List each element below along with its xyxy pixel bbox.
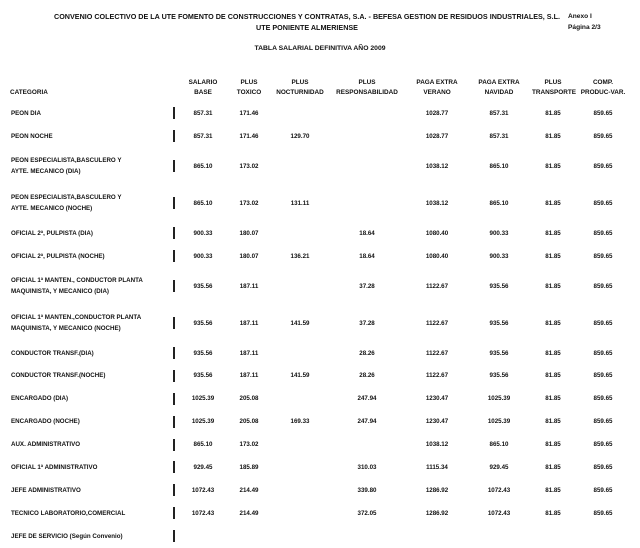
salary-table: [8, 78, 630, 548]
row-separator: [168, 456, 180, 479]
plus-transporte-cell: [530, 525, 576, 548]
header-line-2: VERANO: [423, 89, 451, 96]
category-line-1: CONDUCTOR TRANSF.(NOCHE): [11, 372, 106, 380]
comp-produc-var-cell: 859.65: [593, 282, 613, 290]
title-line-2: UTE PONIENTE ALMERIENSE: [256, 23, 358, 32]
paga-extra-navidad-cell: 1072.43: [487, 486, 511, 494]
plus-toxico-cell: 187.11: [239, 319, 259, 327]
comp-produc-var-cell: 859.65: [593, 395, 613, 403]
paga-extra-verano-cell: 1028.77: [425, 109, 449, 117]
plus-responsabilidad-cell: 247.94: [357, 395, 377, 403]
paga-extra-verano-cell: 1028.77: [425, 132, 449, 140]
table-row: [8, 387, 630, 410]
plus-toxico-cell: 205.08: [239, 418, 259, 426]
category-line-1: JEFE DE SERVICIO (Según Convenio): [11, 532, 123, 540]
row-separator: [168, 433, 180, 456]
col-salario-base-header: [180, 78, 226, 102]
row-separator: [168, 125, 180, 148]
separator-mark: [173, 347, 174, 359]
table-row: [8, 342, 630, 365]
plus-transporte-cell: 81.85: [545, 282, 561, 290]
salario-base-cell: 1025.39: [191, 395, 215, 403]
plus-responsabilidad-cell: 37.28: [359, 282, 375, 290]
col-plus-transporte-header: [530, 78, 576, 102]
category-cell: [8, 479, 168, 502]
table-row: [8, 245, 630, 268]
paga-extra-navidad-cell: [468, 525, 530, 548]
plus-responsabilidad-cell: 37.28: [359, 319, 375, 327]
header-line-2: TOXICO: [236, 89, 262, 96]
category-line-1: ENCARGADO (DIA): [11, 395, 69, 403]
plus-responsabilidad-cell: 28.26: [359, 372, 375, 380]
plus-nocturnidad-cell: [272, 102, 328, 125]
col-plus-toxico-header: [226, 78, 272, 102]
category-cell: [8, 245, 168, 268]
paga-extra-verano-cell: 1038.12: [425, 162, 449, 170]
header-line-2: TRANSPORTE: [532, 89, 577, 96]
paga-extra-verano-cell: 1038.12: [425, 199, 449, 207]
plus-nocturnidad-cell: 131.11: [290, 199, 310, 207]
plus-transporte-cell: 81.85: [545, 395, 561, 403]
salario-base-cell: 935.56: [193, 319, 213, 327]
plus-nocturnidad-cell: 129.70: [290, 132, 310, 140]
salario-base-cell: 1072.43: [191, 509, 215, 517]
plus-toxico-cell: 180.07: [239, 252, 259, 260]
plus-nocturnidad-cell: [272, 268, 328, 305]
category-line-1: JEFE ADMINISTRATIVO: [11, 486, 81, 494]
category-cell: [8, 305, 168, 342]
paga-extra-verano-cell: 1115.34: [426, 463, 448, 471]
plus-transporte-cell: 81.85: [545, 372, 561, 380]
category-line-1: AUX. ADMINISTRATIVO: [11, 441, 81, 449]
plus-transporte-cell: 81.85: [545, 132, 561, 140]
plus-nocturnidad-cell: [272, 222, 328, 245]
table-title: TABLA SALARIAL DEFINITIVA AÑO 2009: [254, 45, 386, 52]
col-plus-nocturnidad-header: [272, 78, 328, 102]
header-line-2: RESPONSABILIDAD: [336, 89, 398, 96]
category-line-2: AYTE. MECANICO (NOCHE): [11, 205, 93, 213]
category-line-1: OFICIAL 1ª ADMINISTRATIVO: [11, 463, 98, 471]
paga-extra-verano-cell: 1230.47: [425, 395, 449, 403]
separator-mark: [173, 317, 174, 329]
table-row: [8, 125, 630, 148]
header-line-1: COMP.: [592, 79, 614, 86]
comp-produc-var-cell: 859.65: [593, 509, 613, 517]
plus-toxico-cell: 173.02: [239, 162, 259, 170]
header-line-1: PAGA EXTRA: [416, 79, 458, 86]
row-separator: [168, 410, 180, 433]
table-row: [8, 305, 630, 342]
col-comp-produc-var-header: [576, 78, 630, 102]
category-line-1: OFICIAL 2ª, PULPISTA (DIA): [11, 229, 93, 237]
plus-nocturnidad-cell: [272, 502, 328, 525]
comp-produc-var-cell: 859.65: [593, 229, 613, 237]
plus-transporte-cell: 81.85: [545, 252, 561, 260]
plus-nocturnidad-cell: [272, 387, 328, 410]
salario-base-cell: 929.45: [193, 463, 213, 471]
plus-nocturnidad-cell: 141.59: [290, 319, 310, 327]
paga-extra-navidad-cell: 935.56: [489, 349, 509, 357]
salario-base-cell: 857.31: [193, 109, 213, 117]
separator-mark: [173, 461, 174, 473]
table-row: [8, 185, 630, 222]
row-separator: [168, 102, 180, 125]
separator-mark: [173, 370, 174, 382]
plus-nocturnidad-cell: [272, 148, 328, 185]
category-line-1: TECNICO LABORATORIO,COMERCIAL: [11, 509, 126, 517]
comp-produc-var-cell: 859.65: [593, 372, 613, 380]
category-line-1: PEON NOCHE: [11, 132, 53, 140]
separator-header: [168, 78, 180, 102]
plus-toxico-cell: 171.46: [239, 132, 259, 140]
separator-mark: [173, 107, 174, 119]
plus-responsabilidad-cell: 18.64: [359, 252, 375, 260]
paga-extra-navidad-cell: 929.45: [489, 463, 509, 471]
separator-mark: [173, 250, 174, 262]
plus-toxico-cell: 173.02: [239, 199, 259, 207]
plus-transporte-cell: 81.85: [545, 162, 561, 170]
table-row: [8, 525, 630, 548]
category-line-2: AYTE. MECANICO (DIA): [11, 168, 81, 176]
page-number: Página 2/3: [568, 24, 601, 31]
plus-responsabilidad-cell: 18.64: [359, 229, 375, 237]
row-separator: [168, 268, 180, 305]
plus-nocturnidad-cell: 141.59: [290, 372, 310, 380]
separator-mark: [173, 439, 174, 451]
table-row: [8, 364, 630, 387]
comp-produc-var-cell: 859.65: [593, 199, 613, 207]
salario-base-cell: 1072.43: [191, 486, 215, 494]
plus-toxico-cell: 214.49: [239, 509, 259, 517]
category-line-1: PEON ESPECIALISTA,BASCULERO Y: [11, 157, 122, 165]
plus-transporte-cell: 81.85: [545, 418, 561, 426]
salario-base-cell: 865.10: [193, 162, 213, 170]
paga-extra-verano-cell: 1230.47: [425, 418, 449, 426]
paga-extra-verano-cell: 1080.40: [425, 229, 449, 237]
category-line-2: MAQUINISTA, Y MECANICO (NOCHE): [11, 325, 121, 333]
category-cell: [8, 525, 168, 548]
document-title: [52, 11, 562, 33]
category-cell: [8, 410, 168, 433]
paga-extra-navidad-cell: 865.10: [489, 441, 509, 449]
row-separator: [168, 185, 180, 222]
plus-toxico-cell: 214.49: [239, 486, 259, 494]
paga-extra-navidad-cell: 935.56: [489, 372, 509, 380]
comp-produc-var-cell: 859.65: [593, 109, 613, 117]
salario-base-cell: 1025.39: [191, 418, 215, 426]
paga-extra-verano-cell: 1286.92: [425, 486, 449, 494]
plus-transporte-cell: 81.85: [545, 509, 561, 517]
separator-mark: [173, 160, 174, 172]
row-separator: [168, 222, 180, 245]
separator-mark: [173, 484, 174, 496]
category-cell: [8, 387, 168, 410]
salario-base-cell: 865.10: [193, 441, 213, 449]
paga-extra-navidad-cell: 865.10: [489, 162, 509, 170]
category-cell: [8, 125, 168, 148]
category-line-1: OFICIAL 1ª MANTEN.,CONDUCTOR PLANTA: [11, 314, 142, 322]
header-line-1: PLUS: [240, 79, 258, 86]
header-line-2: NOCTURNIDAD: [276, 89, 324, 96]
category-line-1: OFICIAL 2ª, PULPISTA (NOCHE): [11, 252, 105, 260]
col-plus-responsabilidad-header: [328, 78, 406, 102]
category-cell: [8, 342, 168, 365]
comp-produc-var-cell: 859.65: [593, 319, 613, 327]
comp-produc-var-cell: 859.65: [593, 349, 613, 357]
plus-toxico-cell: 187.11: [239, 282, 259, 290]
paga-extra-navidad-cell: 900.33: [489, 252, 509, 260]
header-line-1: PAGA EXTRA: [478, 79, 520, 86]
paga-extra-navidad-cell: 1025.39: [487, 395, 511, 403]
salario-base-cell: 900.33: [193, 229, 213, 237]
plus-toxico-cell: 171.46: [239, 109, 259, 117]
header-line-1: PLUS: [291, 79, 309, 86]
plus-nocturnidad-cell: [272, 342, 328, 365]
header-line-2: PRODUC-VAR.: [580, 89, 626, 96]
category-cell: [8, 148, 168, 185]
table-row: [8, 268, 630, 305]
table-header-row: [8, 78, 630, 102]
plus-responsabilidad-cell: [328, 102, 406, 125]
table-row: [8, 456, 630, 479]
salario-base-cell: 865.10: [193, 199, 213, 207]
salario-base-cell: 900.33: [193, 252, 213, 260]
comp-produc-var-cell: 859.65: [593, 252, 613, 260]
separator-mark: [173, 530, 174, 542]
category-line-1: OFICIAL 1ª MANTEN., CONDUCTOR PLANTA: [11, 277, 143, 285]
paga-extra-navidad-cell: 857.31: [489, 132, 509, 140]
plus-transporte-cell: 81.85: [545, 463, 561, 471]
header-line-1: PLUS: [544, 79, 562, 86]
row-separator: [168, 148, 180, 185]
plus-responsabilidad-cell: 372.05: [357, 509, 377, 517]
row-separator: [168, 305, 180, 342]
plus-nocturnidad-cell: 169.33: [290, 418, 310, 426]
plus-responsabilidad-cell: [328, 148, 406, 185]
row-separator: [168, 342, 180, 365]
plus-responsabilidad-cell: 247.94: [357, 418, 377, 426]
category-cell: [8, 222, 168, 245]
row-separator: [168, 245, 180, 268]
paga-extra-navidad-cell: 900.33: [489, 229, 509, 237]
category-cell: [8, 456, 168, 479]
col-paga-extra-navidad-header: [468, 78, 530, 102]
row-separator: [168, 364, 180, 387]
category-cell: [8, 502, 168, 525]
category-cell: [8, 102, 168, 125]
plus-toxico-cell: 180.07: [239, 229, 259, 237]
plus-toxico-cell: [226, 525, 272, 548]
plus-responsabilidad-cell: 339.80: [357, 486, 377, 494]
plus-transporte-cell: 81.85: [545, 349, 561, 357]
plus-responsabilidad-cell: [328, 185, 406, 222]
comp-produc-var-cell: 859.65: [593, 486, 613, 494]
header-line-1: SALARIO: [188, 79, 218, 86]
paga-extra-verano-cell: 1080.40: [425, 252, 449, 260]
plus-transporte-cell: 81.85: [545, 486, 561, 494]
table-row: [8, 502, 630, 525]
category-cell: [8, 185, 168, 222]
category-cell: [8, 364, 168, 387]
category-cell: [8, 268, 168, 305]
comp-produc-var-cell: 859.65: [593, 463, 613, 471]
table-body: [8, 102, 630, 548]
paga-extra-verano-cell: 1122.67: [425, 282, 449, 290]
category-cell: [8, 433, 168, 456]
plus-toxico-cell: 185.89: [239, 463, 259, 471]
plus-nocturnidad-cell: [272, 456, 328, 479]
paga-extra-verano-cell: 1286.92: [425, 509, 449, 517]
paga-extra-verano-cell: 1038.12: [425, 441, 449, 449]
table-row: [8, 433, 630, 456]
paga-extra-navidad-cell: 935.56: [489, 282, 509, 290]
comp-produc-var-cell: 859.65: [593, 441, 613, 449]
plus-toxico-cell: 187.11: [239, 349, 259, 357]
header-line-2: CATEGORIA: [10, 89, 48, 96]
salario-base-cell: 935.56: [193, 372, 213, 380]
plus-nocturnidad-cell: [272, 479, 328, 502]
category-line-1: CONDUCTOR TRANSF.(DIA): [11, 349, 94, 357]
paga-extra-navidad-cell: 1072.43: [487, 509, 511, 517]
category-line-2: MAQUINISTA, Y MECANICO (DIA): [11, 288, 109, 296]
paga-extra-verano-cell: 1122.67: [425, 319, 449, 327]
row-separator: [168, 479, 180, 502]
header-line-2: BASE: [194, 89, 212, 96]
plus-transporte-cell: 81.85: [545, 441, 561, 449]
table-row: [8, 479, 630, 502]
col-paga-extra-verano-header: [406, 78, 468, 102]
plus-responsabilidad-cell: 310.03: [357, 463, 377, 471]
plus-nocturnidad-cell: [272, 525, 328, 548]
salario-base-cell: [180, 525, 226, 548]
plus-transporte-cell: 81.85: [545, 229, 561, 237]
plus-toxico-cell: 205.08: [239, 395, 259, 403]
paga-extra-verano-cell: 1122.67: [425, 372, 449, 380]
header-line-2: NAVIDAD: [484, 89, 514, 96]
separator-mark: [173, 227, 174, 239]
salario-base-cell: 935.56: [193, 282, 213, 290]
comp-produc-var-cell: 859.65: [593, 162, 613, 170]
paga-extra-navidad-cell: 865.10: [489, 199, 509, 207]
row-separator: [168, 387, 180, 410]
paga-extra-navidad-cell: 935.56: [489, 319, 509, 327]
category-line-1: PEON ESPECIALISTA,BASCULERO Y: [11, 194, 122, 202]
table-row: [8, 410, 630, 433]
plus-responsabilidad-cell: 28.26: [359, 349, 375, 357]
separator-mark: [173, 130, 174, 142]
separator-mark: [173, 393, 174, 405]
plus-responsabilidad-cell: [328, 433, 406, 456]
annex-info: [568, 11, 601, 33]
paga-extra-navidad-cell: 1025.39: [487, 418, 511, 426]
row-separator: [168, 525, 180, 548]
plus-transporte-cell: 81.85: [545, 109, 561, 117]
separator-mark: [173, 507, 174, 519]
plus-responsabilidad-cell: [328, 525, 406, 548]
comp-produc-var-cell: 859.65: [593, 132, 613, 140]
paga-extra-navidad-cell: 857.31: [489, 109, 509, 117]
separator-mark: [173, 416, 174, 428]
paga-extra-verano-cell: [406, 525, 468, 548]
comp-produc-var-cell: [576, 525, 630, 548]
plus-responsabilidad-cell: [328, 125, 406, 148]
salario-base-cell: 857.31: [193, 132, 213, 140]
category-line-1: PEON DIA: [11, 109, 41, 117]
plus-transporte-cell: 81.85: [545, 319, 561, 327]
paga-extra-verano-cell: 1122.67: [425, 349, 449, 357]
header-line-1: PLUS: [358, 79, 376, 86]
col-categoria-header: [8, 78, 168, 102]
separator-mark: [173, 197, 174, 209]
plus-toxico-cell: 173.02: [239, 441, 259, 449]
row-separator: [168, 502, 180, 525]
plus-nocturnidad-cell: [272, 433, 328, 456]
title-line-1: CONVENIO COLECTIVO DE LA UTE FOMENTO DE CONSTRUCCIONES Y CONTRATAS, S.A. - BEFESA GESTION DE RESIDUOS INDUSTRIALES, S.L.: [54, 12, 560, 21]
plus-transporte-cell: 81.85: [545, 199, 561, 207]
table-row: [8, 222, 630, 245]
table-row: [8, 148, 630, 185]
separator-mark: [173, 280, 174, 292]
annex-label: Anexo I: [568, 13, 592, 20]
category-line-1: ENCARGADO (NOCHE): [11, 418, 80, 426]
plus-toxico-cell: 187.11: [239, 372, 259, 380]
salario-base-cell: 935.56: [193, 349, 213, 357]
comp-produc-var-cell: 859.65: [593, 418, 613, 426]
table-row: [8, 102, 630, 125]
plus-nocturnidad-cell: 136.21: [290, 252, 310, 260]
